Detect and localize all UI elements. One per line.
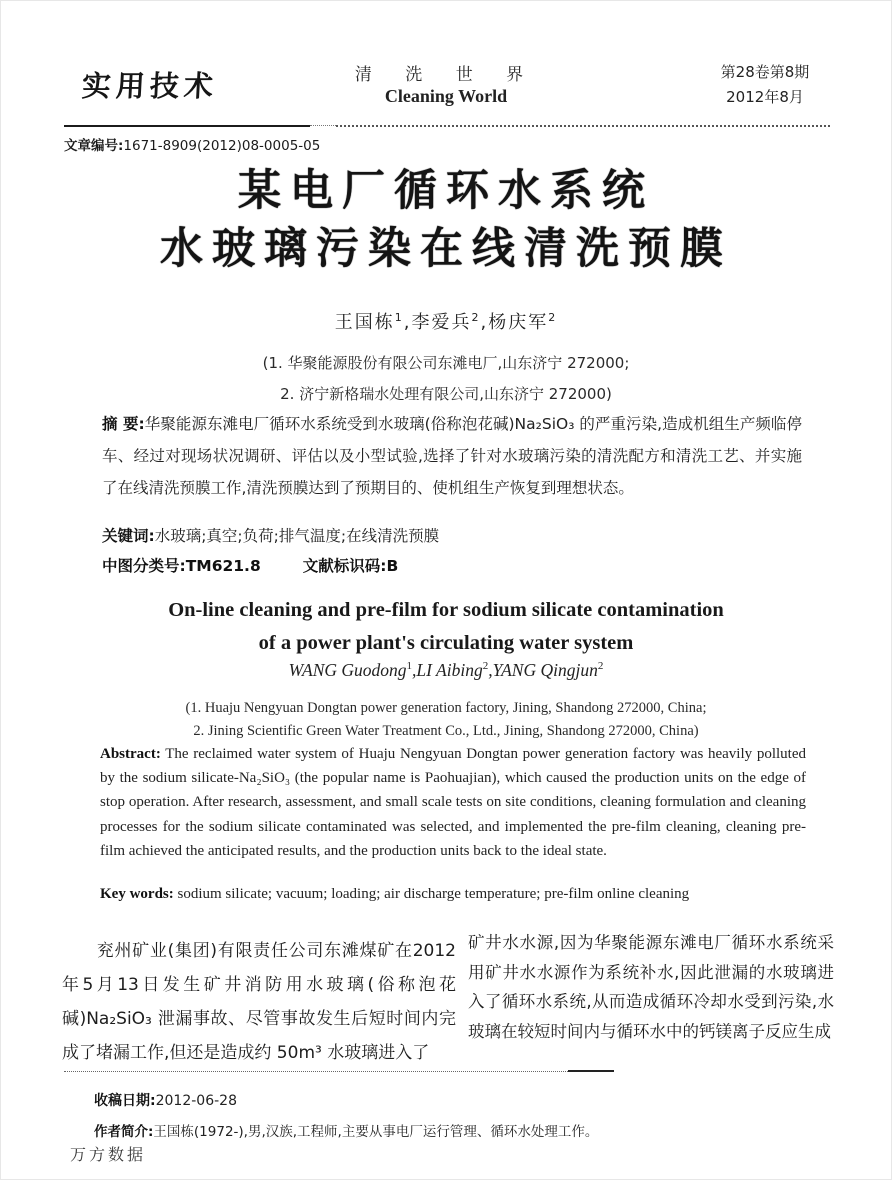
author-cn-2-sup: 2	[471, 311, 481, 324]
author-en-3: YANG Qingjun	[492, 660, 598, 680]
wanfang-watermark: 万方数据	[70, 1145, 147, 1164]
author-sep: ,	[488, 660, 493, 680]
header-divider-gap	[310, 125, 336, 126]
header-divider-solid	[64, 125, 310, 127]
abstract-en-text: The reclaimed water system of Huaju Nengyuan Dongtan power generation factory was heavily polluted by the sodium silicate-Na₂SiO₃ (the popular name is Paohuajian), which caused the production units on the edge of stop operation. After research, assessment, and small scale tests on site conditions, cleaning formulation and cleaning processes for the sodium silicate contaminated was selected, and implemented the pre-film cleaning, cleaning pre-film achieved the anticipated results, and the production units back to the ideal state.	[100, 746, 806, 859]
article-number	[64, 134, 320, 154]
author-bio-label: 作者简介:	[94, 1124, 154, 1140]
keywords-en-text: sodium silicate; vacuum; loading; air discharge temperature; pre-film online cleaning	[177, 886, 690, 902]
footnote-divider-dotted	[64, 1071, 568, 1072]
keywords-cn-text: 水玻璃;真空;负荷;排气温度;在线清洗预膜	[154, 527, 440, 545]
clc-value: TM621.8	[185, 557, 261, 575]
author-sep: ,	[412, 660, 417, 680]
author-en-1-sup: 1	[406, 660, 413, 673]
author-cn-3-sup: 2	[548, 311, 558, 324]
author-sep: ,	[480, 312, 489, 333]
header-divider	[64, 124, 830, 127]
footnote-divider	[64, 1070, 614, 1072]
affiliation-en-2: 2. Jining Scientific Green Water Treatment Co., Ltd., Jining, Shandong 272000, China)	[193, 723, 699, 739]
author-cn-3: 杨庆军	[488, 312, 549, 333]
body-right-text: 矿井水水源,因为华聚能源东滩电厂循环水系统采用矿井水水源作为系统补水,因此泄漏的水玻璃进入了循环水系统,从而造成循环冷却水受到污染,水玻璃在较短时间内与循环水中的钙镁离子反应生成	[468, 933, 834, 1041]
keywords-cn	[102, 524, 802, 546]
keywords-en	[100, 886, 806, 903]
paper-title-en-line1: On-line cleaning and pre-film for sodium silicate contamination	[168, 599, 724, 621]
footnote-divider-solid	[568, 1070, 614, 1072]
author-cn-1: 王国栋	[334, 312, 395, 333]
author-en-3-sup: 2	[597, 660, 604, 673]
abstract-cn-text: 华聚能源东滩电厂循环水系统受到水玻璃(俗称泡花碱)Na₂SiO₃ 的严重污染,造成机组生产频临停车、经过对现场状况调研、评估以及小型试验,选择了针对水玻璃污染的清洗配方和清洗工艺、并实施了在线清洗预膜工作,清洗预膜达到了预期目的、使机组生产恢复到理想状态。	[102, 415, 802, 497]
issue-volume: 第28卷第8期	[720, 63, 810, 81]
abstract-en	[100, 742, 806, 863]
doc-code-value: B	[386, 557, 399, 575]
clc-line	[102, 554, 802, 576]
clc-label: 中图分类号:	[102, 557, 186, 575]
body-column-right	[468, 928, 834, 1046]
journal-title-cn: 清 洗 世 界	[354, 65, 538, 85]
author-cn-2: 李爱兵	[411, 312, 472, 333]
keywords-en-label: Key words:	[100, 886, 174, 902]
paper-title-en-line2: of a power plant's circulating water system	[258, 632, 634, 654]
abstract-en-label: Abstract:	[100, 746, 161, 762]
paper-title-cn-line1: 某电厂循环水系统	[238, 166, 654, 216]
author-en-2-sup: 2	[482, 660, 489, 673]
body-column-left	[62, 934, 456, 1070]
doc-code-label: 文献标识码:	[302, 557, 387, 575]
paper-title-cn-line2: 水玻璃污染在线清洗预膜	[160, 224, 732, 274]
authors-en	[0, 660, 892, 681]
author-bio-line	[94, 1120, 598, 1140]
affiliation-cn-2: 2. 济宁新格瑞水处理有限公司,山东济宁 272000)	[280, 385, 612, 403]
affiliations-cn	[0, 348, 892, 410]
author-en-2: LI Aibing	[416, 660, 483, 680]
journal-title-en: Cleaning World	[384, 86, 508, 106]
affiliation-cn-1: (1. 华聚能源股份有限公司东滩电厂,山东济宁 272000;	[262, 354, 630, 372]
issue-date: 2012年8月	[726, 88, 804, 106]
received-date-label: 收稿日期:	[94, 1093, 156, 1109]
authors-cn	[0, 308, 892, 334]
received-date-value: 2012-06-28	[155, 1093, 237, 1109]
author-sep: ,	[403, 312, 412, 333]
body-left-text: 兖州矿业(集团)有限责任公司东滩煤矿在2012年5月13日发生矿井消防用水玻璃(俗称泡花碱)Na₂SiO₃ 泄漏事故、尽管事故发生后短时间内完成了堵漏工作,但还是造成约 50m³ 水玻璃进入了	[62, 941, 456, 1063]
author-en-1: WANG Guodong	[288, 660, 407, 680]
abstract-cn-label: 摘 要:	[102, 415, 145, 433]
author-cn-1-sup: 1	[394, 311, 404, 324]
header-divider-dotted	[336, 125, 830, 127]
article-number-value: 1671-8909(2012)08-0005-05	[123, 138, 321, 154]
abstract-cn	[102, 408, 802, 504]
affiliations-en	[0, 697, 892, 743]
article-number-label: 文章编号:	[64, 138, 124, 154]
paper-title-cn	[0, 162, 892, 278]
received-date-line	[94, 1090, 237, 1110]
affiliation-en-1: (1. Huaju Nengyuan Dongtan power generation factory, Jining, Shandong 272000, China;	[185, 700, 707, 716]
column-label: 实用技术	[81, 69, 219, 103]
issue-info	[700, 60, 830, 110]
keywords-cn-label: 关键词:	[102, 527, 155, 545]
author-bio-text: 王国栋(1972-),男,汉族,工程师,主要从事电厂运行管理、循环水处理工作。	[153, 1124, 599, 1140]
paper-title-en	[0, 594, 892, 660]
